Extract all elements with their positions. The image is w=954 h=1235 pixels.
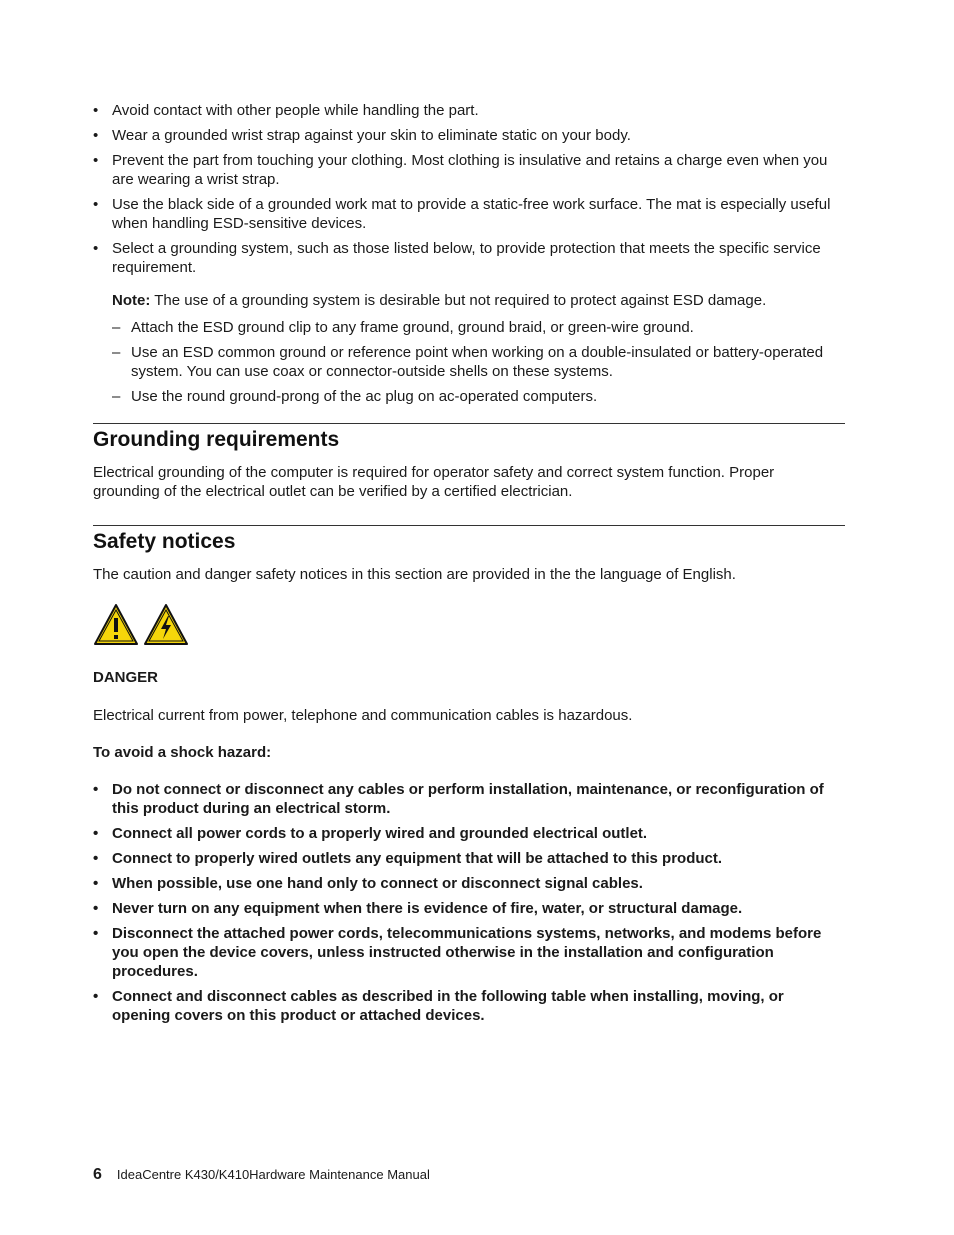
avoid-shock-label: To avoid a shock hazard:	[93, 744, 272, 761]
list-item: • Disconnect the attached power cords, telecommunications systems, networks, and modems before you open the device covers, unless instructed otherwise in the installation and configuration procedures.	[93, 924, 845, 981]
section-divider	[93, 525, 845, 526]
esd-precautions-list	[93, 101, 845, 277]
list-item: – Attach the ESD ground clip to any frame ground, ground braid, or green-wire ground.	[112, 318, 845, 337]
list-item: • Prevent the part from touching your clothing. Most clothing is insulative and retains a charge even when you are wearing a wrist strap.	[93, 151, 845, 189]
danger-text: Electrical current from power, telephone and communication cables is hazardous.	[93, 707, 633, 724]
list-item: – Use the round ground-prong of the ac plug on ac-operated computers.	[112, 387, 845, 406]
list-item: • Select a grounding system, such as those listed below, to provide protection that meets the specific service requirement.	[93, 239, 845, 277]
list-item: • Connect and disconnect cables as described in the following table when installing, moving, or opening covers on this product or attached devices.	[93, 987, 845, 1025]
list-item: • Use the black side of a grounded work mat to provide a static-free work surface. The mat is especially useful when handling ESD-sensitive devices.	[93, 195, 845, 233]
danger-label: DANGER	[93, 669, 159, 686]
grounding-note	[112, 291, 845, 310]
manual-title: IdeaCentre K430/K410Hardware Maintenance Manual	[116, 1167, 430, 1182]
hazard-icons	[93, 603, 845, 647]
page-number: 6	[93, 1166, 102, 1183]
list-item: • Connect to properly wired outlets any equipment that will be attached to this product.	[93, 849, 845, 868]
note-label: Note:	[112, 292, 151, 309]
list-item: – Use an ESD common ground or reference point when working on a double-insulated or battery-operated system. You can use coax or connector-outside shells on these systems.	[112, 343, 845, 381]
list-item: • Avoid contact with other people while handling the part.	[93, 101, 845, 120]
list-item: • Never turn on any equipment when there is evidence of fire, water, or structural damage.	[93, 899, 845, 918]
grounding-heading: Grounding requirements	[93, 428, 340, 451]
grounding-text: Electrical grounding of the computer is required for operator safety and correct system function. Proper grounding of the electrical outlet can be verified by a certified electrician.	[93, 464, 775, 500]
page-footer	[93, 1165, 430, 1184]
list-item: • Do not connect or disconnect any cables or perform installation, maintenance, or reconfiguration of this product during an electrical storm.	[93, 780, 845, 818]
list-item: • Wear a grounded wrist strap against your skin to eliminate static on your body.	[93, 126, 845, 145]
shock-hazard-list	[93, 780, 845, 1025]
safety-heading: Safety notices	[93, 530, 236, 553]
safety-text: The caution and danger safety notices in this section are provided in the the language of English.	[93, 566, 736, 583]
warning-exclamation-icon	[93, 603, 139, 646]
section-divider	[93, 423, 845, 424]
grounding-methods-list	[112, 318, 845, 406]
list-item: • Connect all power cords to a properly wired and grounded electrical outlet.	[93, 824, 845, 843]
list-item: • When possible, use one hand only to connect or disconnect signal cables.	[93, 874, 845, 893]
page-content	[93, 101, 845, 1031]
note-text: The use of a grounding system is desirable but not required to protect against ESD damage.	[150, 292, 767, 309]
electrical-hazard-icon	[143, 603, 189, 646]
